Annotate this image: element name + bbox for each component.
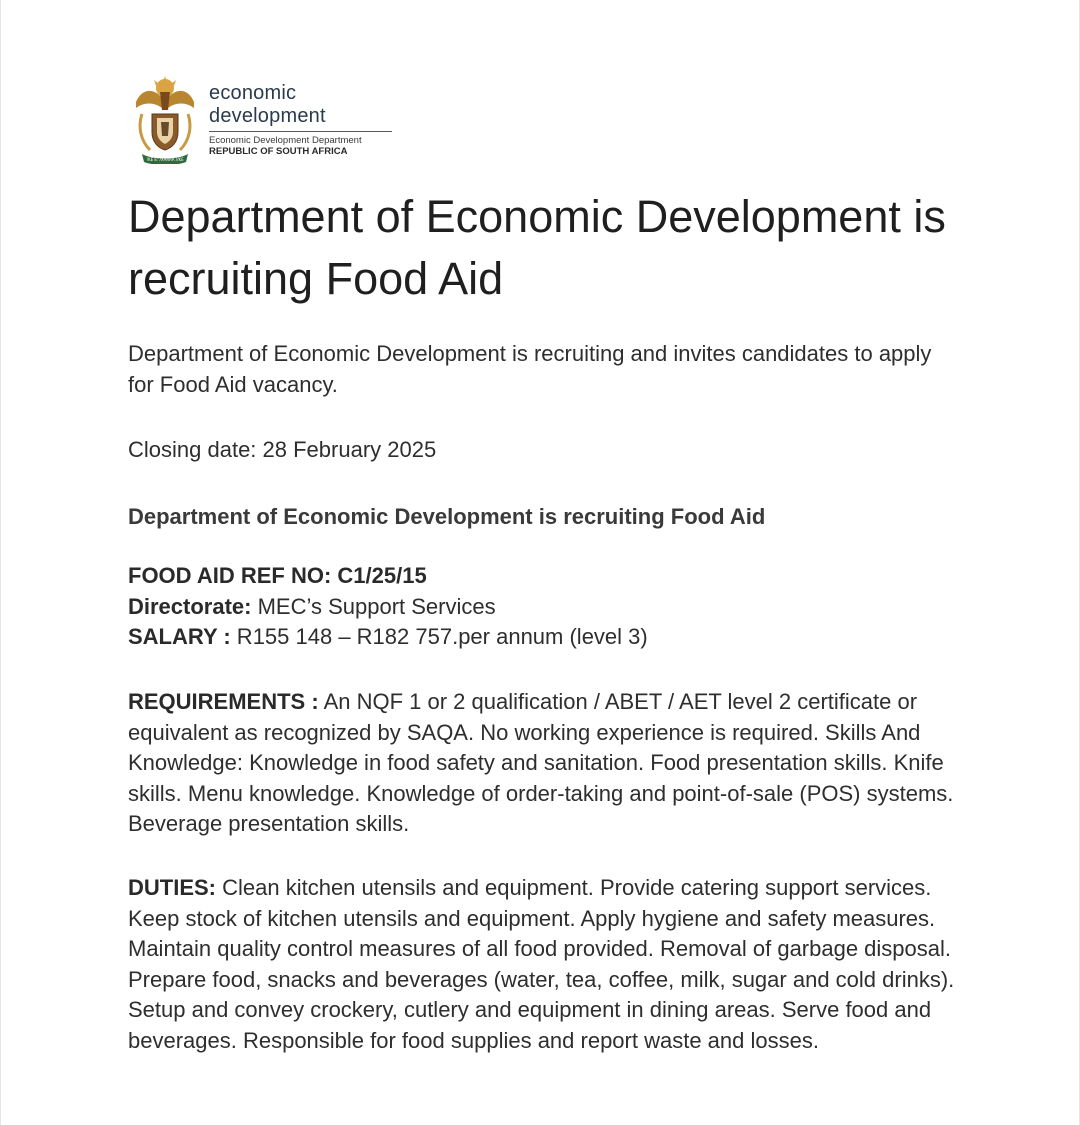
duties-text: Clean kitchen utensils and equipment. Provide catering support services. Keep stock of kitchen utensils and equipment. Apply hygiene and safety measures. Maintain quality control measures of all food provided. Removal of garbage disposal. Prepare food, snacks and beverages (water, tea, coffee, milk, sugar and cold drinks). Setup and convey crockery, cutlery and equipment in dining areas. Serve food and beverages. Responsible for food supplies and report waste and losses.: [128, 875, 955, 1053]
section-subheading: Department of Economic Development is recruiting Food Aid: [128, 504, 766, 529]
salary-value: R155 148 – R182 757.per annum (level 3): [230, 624, 648, 649]
closing-date: Closing date: 28 February 2025: [128, 437, 437, 462]
job-details: [128, 561, 958, 653]
logo-divider: [209, 131, 392, 132]
coat-of-arms-icon: [132, 74, 198, 164]
logo-wordmark-line1: economic: [209, 82, 297, 104]
page-title: Department of Economic Development is recruiting Food Aid: [128, 191, 946, 304]
salary-label: SALARY :: [128, 624, 231, 649]
svg-text:!KE E: /XARRA //KE: !KE E: /XARRA //KE: [146, 157, 184, 162]
logo-country: REPUBLIC OF SOUTH AFRICA: [209, 146, 348, 157]
duties-paragraph: [128, 873, 958, 1056]
directorate-value: MEC’s Support Services: [251, 593, 496, 619]
logo-text: [209, 82, 399, 157]
reference-number: FOOD AID REF NO: C1/25/15: [128, 563, 427, 588]
directorate-line: [128, 592, 958, 623]
requirements-label: REQUIREMENTS :: [128, 689, 319, 714]
salary-line: [128, 622, 958, 653]
logo-subtitle: Economic Development Department: [209, 135, 362, 146]
logo-wordmark-line2: development: [209, 105, 326, 127]
intro-paragraph: Department of Economic Development is recruiting and invites candidates to apply for Food Aid vacancy.: [128, 341, 932, 397]
requirements-paragraph: [128, 687, 958, 840]
department-logo: [132, 74, 402, 166]
directorate-label: Directorate:: [128, 593, 252, 619]
duties-label: DUTIES:: [128, 875, 216, 900]
requirements-text: An NQF 1 or 2 qualification / ABET / AET level 2 certificate or equivalent as recognized by SAQA. No working experience is required. Skills And Knowledge: Knowledge in food safety and sanitation. Food presentation skills. Knife skills. Menu knowledge. Knowledge of order-taking and point-of-sale (POS) systems. Beverage presentation skills.: [128, 689, 954, 836]
